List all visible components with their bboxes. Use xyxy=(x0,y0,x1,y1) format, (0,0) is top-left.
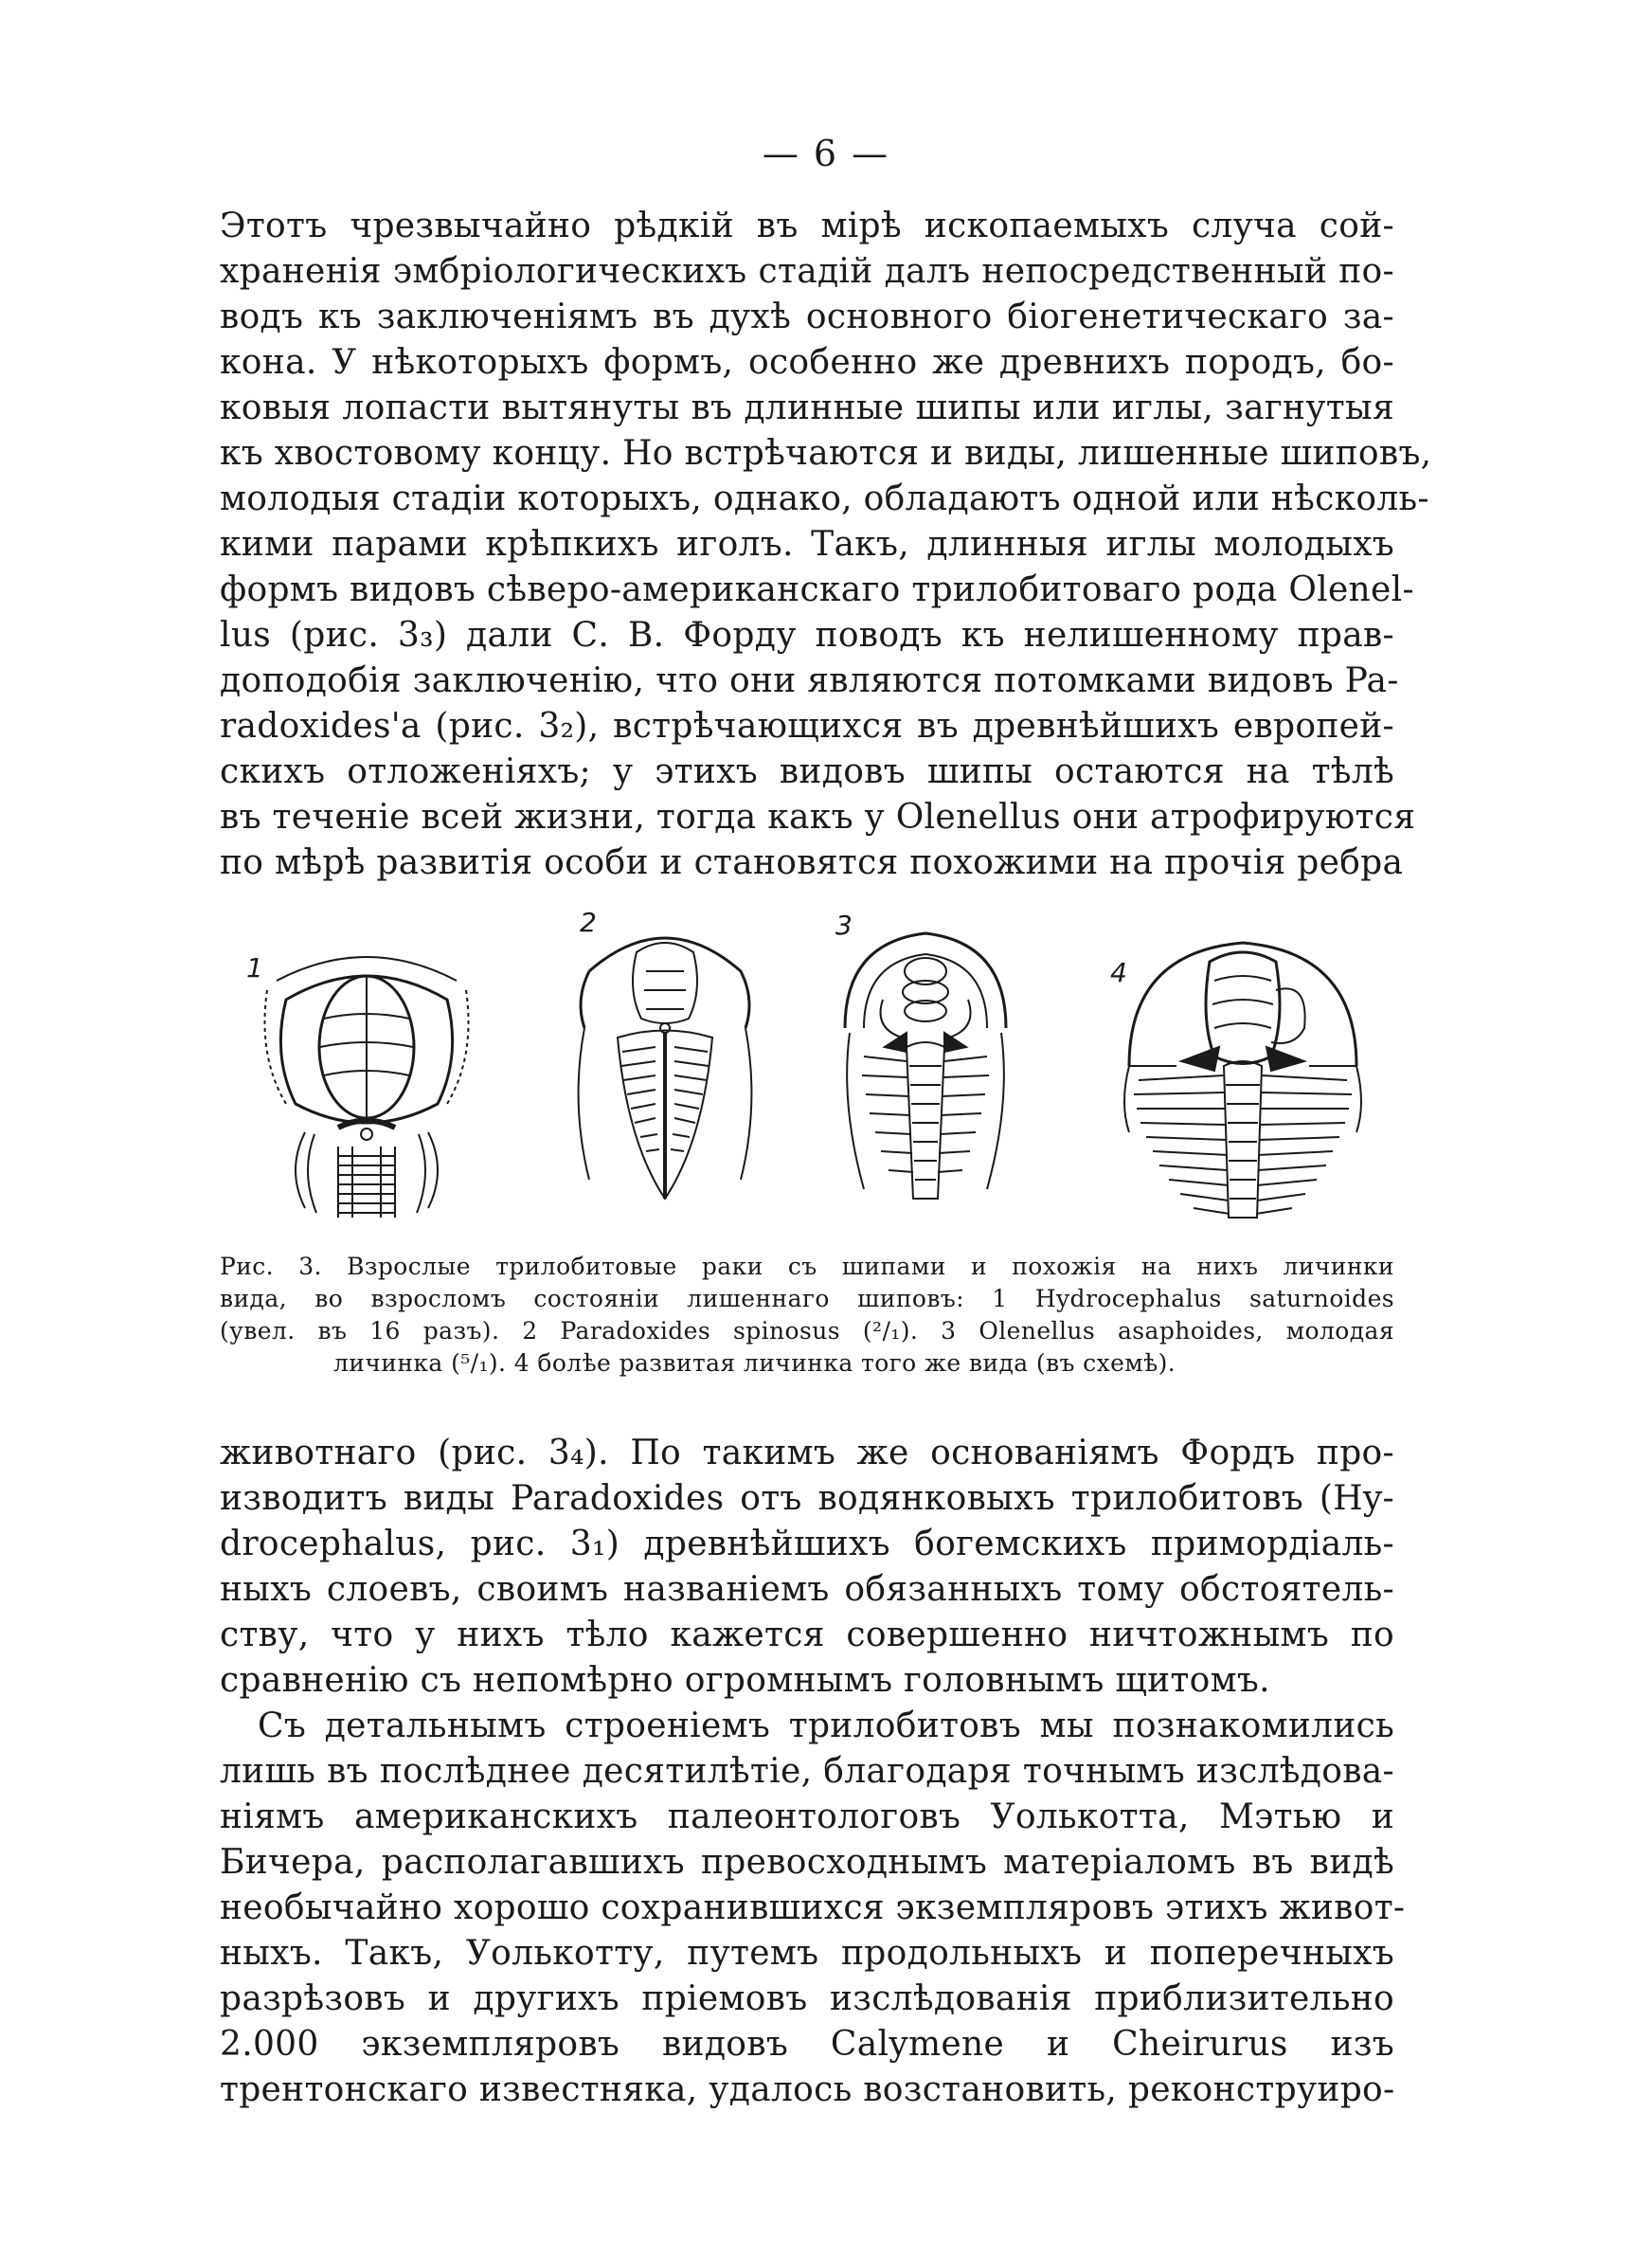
text-line: животнаго (рис. 3₄). По такимъ же основаніямъ Фордъ про- xyxy=(220,1434,1394,1472)
text-line: доподобія заключенію, что они являются потомками видовъ Pa- xyxy=(220,661,1399,700)
figure-label-2: 2 xyxy=(580,907,597,938)
trilobite-1-drawing xyxy=(248,914,485,1227)
text-line: водъ къ заключеніямъ въ духѣ основного біогенетическаго за- xyxy=(220,298,1394,336)
text-line: по мѣрѣ развитія особи и становятся похожими на прочія ребра xyxy=(220,843,1404,882)
text-line: необычайно хорошо сохранившихся экземпляровъ этихъ живот- xyxy=(220,1888,1406,1927)
text-line: сравненію съ непомѣрно огромнымъ головнымъ щитомъ. xyxy=(220,1661,1270,1700)
text-line: drocephalus, рис. 3₁) древнѣйшихъ богемскихъ примордіаль- xyxy=(220,1525,1394,1563)
text-line: трентонскаго известняка, удалось возстановить, реконструиро- xyxy=(220,2070,1395,2109)
text-line: кона. У нѣкоторыхъ формъ, особенно же древнихъ породъ, бо- xyxy=(220,343,1394,382)
paragraph-top xyxy=(220,204,1432,886)
text-line: скихъ отложеніяхъ; у этихъ видовъ шипы остаются на тѣлѣ xyxy=(220,752,1394,791)
text-line: лишь въ послѣднее десятилѣтіе, благодаря точнымъ изслѣдова- xyxy=(220,1752,1394,1791)
text-line: ныхъ. Такъ, Уолькотту, путемъ продольныхъ и поперечныхъ xyxy=(220,1934,1394,1973)
text-line: Съ детальнымъ строеніемъ трилобитовъ мы познакомились xyxy=(258,1706,1394,1745)
figure-label-4: 4 xyxy=(1110,957,1127,988)
figure-label-3: 3 xyxy=(835,910,853,941)
text-line: ныхъ слоевъ, своимъ названіемъ обязанныхъ тому обстоятель- xyxy=(220,1570,1394,1609)
text-line: формъ видовъ сѣверо-американскаго трилобитоваго рода Olenel- xyxy=(220,570,1414,609)
figure-label-1: 1 xyxy=(246,952,263,984)
text-line: ніямъ американскихъ палеонтологовъ Уолькотта, Мэтью и xyxy=(220,1797,1394,1836)
text-line: Этотъ чрезвычайно рѣдкій въ мірѣ ископаемыхъ случа сой- xyxy=(220,207,1394,245)
text-line: изводитъ виды Paradoxides отъ водянковыхъ трилобитовъ (Hy- xyxy=(220,1479,1394,1518)
text-line: radoxides'a (рис. 3₂), встрѣчающихся въ древнѣйшихъ европей- xyxy=(220,707,1394,746)
trilobite-4-drawing xyxy=(1101,914,1385,1227)
text-line: въ теченіе всей жизни, тогда какъ у Olenellus они атрофируются xyxy=(220,798,1416,837)
paragraph-bottom xyxy=(220,1431,1406,2113)
caption-line: (увел. въ 16 разъ). 2 Paradoxides spinosus (²/₁). 3 Olenellus asaphoides, молодая xyxy=(220,1317,1394,1345)
caption-line: Рис. 3. Взрослые трилобитовые раки съ шипами и похожія на нихъ личинки xyxy=(220,1253,1394,1280)
caption-line: личинка (⁵/₁). 4 болѣе развитая личинка того же вида (въ схемѣ). xyxy=(333,1349,1176,1377)
trilobite-figure xyxy=(220,907,1394,1255)
text-line: храненія эмбріологическихъ стадій далъ непосредственный по- xyxy=(220,252,1394,291)
text-line: Бичера, располагавшихъ превосходнымъ матеріаломъ въ видѣ xyxy=(220,1843,1394,1882)
page-number: — 6 — xyxy=(762,133,890,174)
figure-2-paradoxides xyxy=(561,907,769,1227)
text-line: ству, что у нихъ тѣло кажется совершенно ничтожнымъ по xyxy=(220,1616,1394,1654)
text-line: къ хвостовому концу. Но встрѣчаются и виды, лишенные шиповъ, xyxy=(220,434,1432,473)
text-line: молодыя стадіи которыхъ, однако, обладаютъ одной или нѣсколь- xyxy=(220,479,1429,518)
text-line: lus (рис. 3₃) дали С. В. Форду поводъ къ нелишенному прав- xyxy=(220,616,1394,655)
caption-line: вида, во взросломъ состояніи лишеннаго шиповъ: 1 Hydrocephalus saturnoides xyxy=(220,1285,1394,1312)
trilobite-3-drawing xyxy=(826,914,1025,1227)
text-line: ковыя лопасти вытянуты въ длинные шипы или иглы, загнутыя xyxy=(220,388,1394,427)
text-line: разрѣзовъ и другихъ пріемовъ изслѣдованія приблизительно xyxy=(220,1979,1394,2018)
text-line: кими парами крѣпкихъ иголъ. Такъ, длинныя иглы молодыхъ xyxy=(220,525,1394,564)
figure-4-developed-larva xyxy=(1101,914,1385,1227)
text-line: 2.000 экземпляровъ видовъ Calymene и Cheirurus изъ xyxy=(220,2025,1394,2064)
figure-3-olenellus-larva xyxy=(826,910,1025,1227)
figure-1-hydrocephalus xyxy=(248,914,485,1227)
figure-caption xyxy=(220,1251,1394,1380)
trilobite-2-drawing xyxy=(561,914,769,1227)
